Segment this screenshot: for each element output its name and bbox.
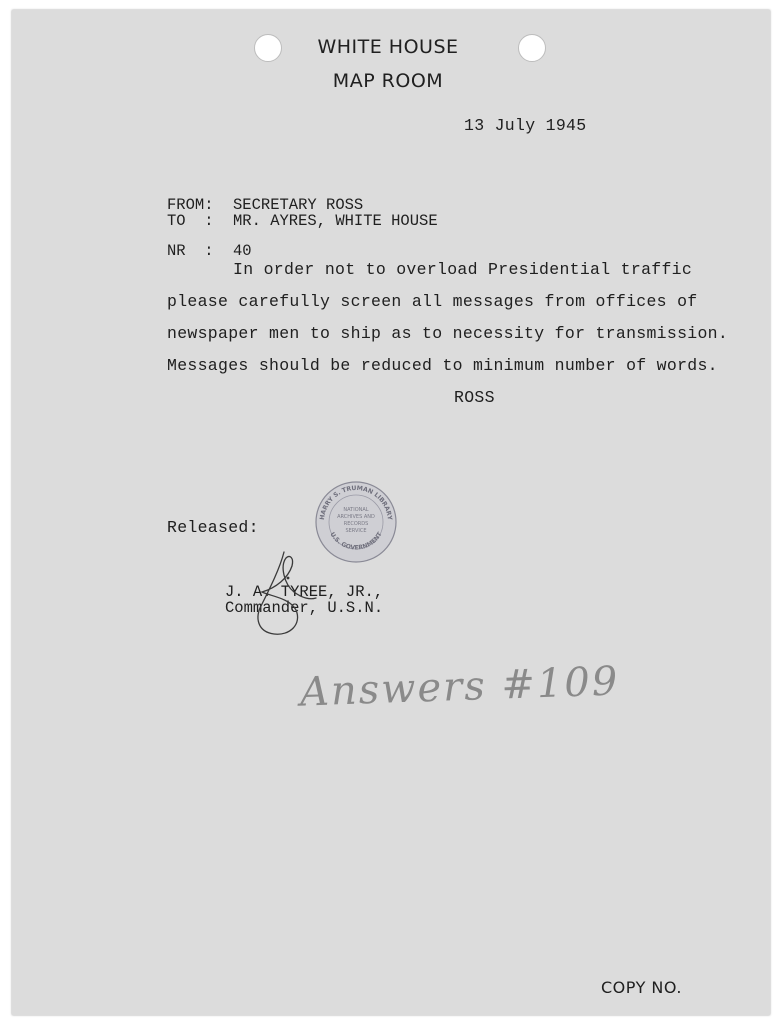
handwritten-signature [240,548,320,640]
copy-number: COPY NO. [601,978,682,997]
stamp-mid-line-3: RECORDS [343,521,369,527]
officer-title: Commander, U.S.N. [225,599,384,617]
from-label: FROM: [167,196,214,214]
released-label: Released: [167,518,259,537]
to-value: MR. AYRES, WHITE HOUSE [233,212,438,230]
to-label: TO : [167,212,214,230]
stamp-mid-line-1: NATIONAL [343,507,369,513]
handwritten-note: Answers #109 [299,658,621,716]
officer-name: J. A. TYREE, JR., [225,583,384,601]
nr-value: 40 [233,242,252,260]
body-line-4: Messages should be reduced to minimum number of words. [167,356,718,375]
header-map-room: MAP ROOM [332,70,444,92]
stamp-mid-line-4: SERVICE [345,528,367,534]
library-seal-stamp [314,480,398,564]
sender-signature: ROSS [454,388,495,407]
stamp-top-arc: HARRY S. TRUMAN LIBRARY [318,484,393,521]
body-line-3: newspaper men to ship as to necessity for transmission. [167,324,729,343]
header-white-house: WHITE HOUSE [317,36,459,58]
from-value: SECRETARY ROSS [233,196,364,214]
stamp-mid-line-2: ARCHIVES AND [337,514,375,520]
body-line-2: please carefully screen all messages from offices of [167,292,698,311]
message-date: 13 July 1945 [464,116,587,135]
stamp-bottom-arc: U.S. GOVERNMENT [328,531,384,552]
nr-label: NR : [167,242,214,260]
body-line-1: In order not to overload Presidential traffic [233,260,693,279]
